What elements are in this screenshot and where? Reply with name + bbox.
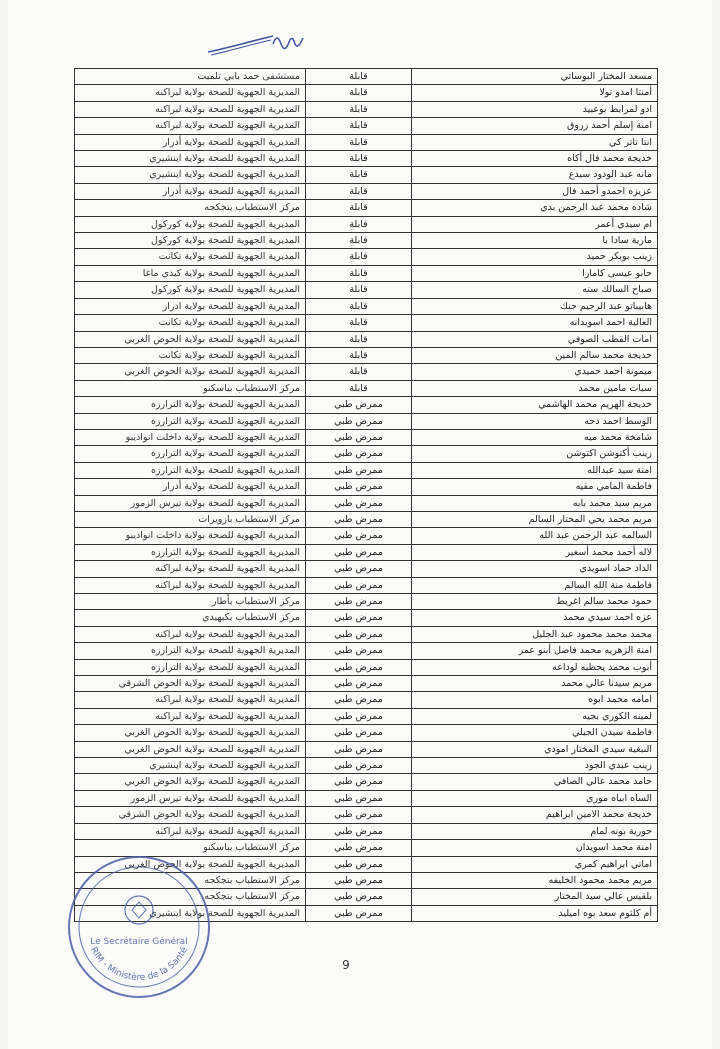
job-title-cell: ممرض طبي (306, 856, 412, 872)
job-title-cell: ممرض طبي (306, 692, 412, 708)
document-page (8, 0, 712, 1049)
job-title-cell: قابلة (306, 249, 412, 265)
table-row (75, 528, 658, 544)
assignment-cell: المديرية الجهوية للصحة بولاية لبراكنه (75, 85, 306, 101)
person-name-cell: امنة إسلم أحمد زروق (412, 118, 658, 134)
table-row (75, 708, 658, 724)
assignment-cell: المديرية الجهوية للصحة بولاية الحوض الغربي (75, 364, 306, 380)
assignment-cell: مركز الاستطباب بتجكجه (75, 872, 306, 888)
job-title-cell: ممرض طبي (306, 429, 412, 445)
person-name-cell: أم كلثوم سعد بوه اميليد (412, 905, 658, 921)
table-row (75, 118, 658, 134)
table-row (75, 249, 658, 265)
assignment-cell: المديرية الجهوية للصحة بولاية الترارزه (75, 643, 306, 659)
table-row (75, 544, 658, 560)
person-name-cell: محمد محمد محمود عبد الجليل (412, 626, 658, 642)
assignment-cell: مستشفى حمد بابي تلميت (75, 69, 306, 85)
assignment-cell: المديرية الجهوية للصحة بولاية لبراكنه (75, 823, 306, 839)
job-title-cell: ممرض طبي (306, 643, 412, 659)
table-row (75, 626, 658, 642)
table-row (75, 643, 658, 659)
person-name-cell: زينب أكتوشن اكتوشن (412, 446, 658, 462)
table-row (75, 134, 658, 150)
assignment-cell: المديرية الجهوية للصحة بولاية لبراكنه (75, 101, 306, 117)
assignment-cell: مركز الاستطباب بباسكنو (75, 840, 306, 856)
job-title-cell: قابلة (306, 315, 412, 331)
job-title-cell: ممرض طبي (306, 462, 412, 478)
staff-table (74, 68, 658, 922)
job-title-cell: قابلة (306, 265, 412, 281)
person-name-cell: العالية احمد اسويدانه (412, 315, 658, 331)
job-title-cell: قابلة (306, 200, 412, 216)
assignment-cell: المديرية الجهوية للصحة بولاية الحوض الغربي (75, 774, 306, 790)
assignment-cell: مركز الاستطباب بباسكنو (75, 380, 306, 396)
job-title-cell: ممرض طبي (306, 544, 412, 560)
table-row (75, 676, 658, 692)
assignment-cell: المديرية الجهوية للصحة بولاية داخلت انواذيبو (75, 528, 306, 544)
person-name-cell: مارية سادا با (412, 233, 658, 249)
table-row (75, 380, 658, 396)
person-name-cell: خديجة الهريم محمد الهاشمي (412, 397, 658, 413)
job-title-cell: ممرض طبي (306, 741, 412, 757)
assignment-cell: المديرية الجهوية للصحة بولاية تيرس الزمور (75, 495, 306, 511)
assignment-cell: المديرية الجهوية للصحة بولاية لبراكنه (75, 561, 306, 577)
table-row (75, 790, 658, 806)
person-name-cell: حورية بونه لمام (412, 823, 658, 839)
assignment-cell: مركز الاستطباب بازويرات (75, 511, 306, 527)
job-title-cell: ممرض طبي (306, 659, 412, 675)
table-row (75, 282, 658, 298)
person-name-cell: الوسط احمد دحه (412, 413, 658, 429)
person-name-cell: عزه احمد سيدي محمد (412, 610, 658, 626)
assignment-cell: مركز الاستطباب بكيهيدي (75, 610, 306, 626)
job-title-cell: ممرض طبي (306, 446, 412, 462)
person-name-cell: مريم سيد محمد بابه (412, 495, 658, 511)
table-row (75, 758, 658, 774)
job-title-cell: ممرض طبي (306, 528, 412, 544)
person-name-cell: مريم محمد محمود الخليفه (412, 872, 658, 888)
assignment-cell: مركز الاستطباب بتجكجه (75, 200, 306, 216)
table-row (75, 85, 658, 101)
job-title-cell: ممرض طبي (306, 413, 412, 429)
person-name-cell: شامخة محمد ميه (412, 429, 658, 445)
job-title-cell: قابلة (306, 151, 412, 167)
person-name-cell: فاطمة سيدن الجيلي (412, 725, 658, 741)
assignment-cell: المديرية الجهوية للصحة بولاية الحوض الغربي (75, 856, 306, 872)
assignment-cell: المديرية الجهوية للصحة بولاية لبراكنه (75, 577, 306, 593)
table-row (75, 151, 658, 167)
job-title-cell: ممرض طبي (306, 758, 412, 774)
person-name-cell: مريم محمد يحي المختار السالم (412, 511, 658, 527)
person-name-cell: أمنتا امدو تولا (412, 85, 658, 101)
person-name-cell: لاله أحمد محمد أسغير (412, 544, 658, 560)
person-name-cell: فاطمة منة الله السالم (412, 577, 658, 593)
person-name-cell: هابيباتو عبد الرحيم جنك (412, 298, 658, 314)
assignment-cell: المديرية الجهوية للصحة بولاية لبراكنه (75, 118, 306, 134)
person-name-cell: مانه عبد الودود سيدع (412, 167, 658, 183)
table-row (75, 692, 658, 708)
table-row (75, 741, 658, 757)
table-row (75, 495, 658, 511)
person-name-cell: بلقيس عالي سيد المختار (412, 889, 658, 905)
person-name-cell: مسعد المختار البوساتي (412, 69, 658, 85)
person-name-cell: ام سيدي أعمر (412, 216, 658, 232)
assignment-cell: المديرية الجهوية للصحة بولاية الترارزه (75, 544, 306, 560)
table-row (75, 101, 658, 117)
job-title-cell: قابلة (306, 167, 412, 183)
job-title-cell: ممرض طبي (306, 577, 412, 593)
table-row (75, 823, 658, 839)
assignment-cell: المديرية الجهوية للصحة بولاية الترارزه (75, 397, 306, 413)
assignment-cell: المديرية الجهوية للصحة بولاية اينشيري (75, 758, 306, 774)
assignment-cell: المديرية الجهوية للصحة بولاية أدرار (75, 183, 306, 199)
assignment-cell: المديرية الجهوية للصحة بولاية الحوض الغربي (75, 331, 306, 347)
job-title-cell: قابلة (306, 347, 412, 363)
person-name-cell: مريم سيدنا عالي محمد (412, 676, 658, 692)
job-title-cell: ممرض طبي (306, 823, 412, 839)
job-title-cell: ممرض طبي (306, 511, 412, 527)
assignment-cell: المديرية الجهوية للصحة بولاية تكانت (75, 249, 306, 265)
table-row (75, 69, 658, 85)
person-name-cell: السالمه عبد الرحمن عبد الله (412, 528, 658, 544)
official-stamp (64, 852, 214, 1002)
job-title-cell: ممرض طبي (306, 840, 412, 856)
person-name-cell: حمود محمد سالم اغريط (412, 594, 658, 610)
person-name-cell: امامه محمد ابوه (412, 692, 658, 708)
assignment-cell: مركز الاستطباب بتجكجه (75, 889, 306, 905)
person-name-cell: اماتي ابراهيم كمري (412, 856, 658, 872)
assignment-cell: المديرية الجهوية للصحة بولاية أدرار (75, 479, 306, 495)
stamp-secretary-text: Le Secrétaire Général (90, 937, 188, 947)
table-row (75, 167, 658, 183)
job-title-cell: ممرض طبي (306, 397, 412, 413)
page-number: 9 (342, 958, 350, 972)
person-name-cell: امنة سيد عبدالله (412, 462, 658, 478)
table-row (75, 577, 658, 593)
table-row (75, 183, 658, 199)
assignment-cell: المديرية الجهوية للصحة بولاية اينشيري (75, 905, 306, 921)
job-title-cell: قابلة (306, 118, 412, 134)
person-name-cell: امنة الزهريه محمد فاضل أبنو عمر (412, 643, 658, 659)
assignment-cell: المديرية الجهوية للصحة بولاية تيرس الزمور (75, 790, 306, 806)
table-row (75, 774, 658, 790)
assignment-cell: المديرية الجهوية للصحة بولاية أدرار (75, 134, 306, 150)
table-row (75, 594, 658, 610)
table-row (75, 807, 658, 823)
table-row (75, 659, 658, 675)
job-title-cell: ممرض طبي (306, 807, 412, 823)
assignment-cell: مركز الاستطباب بأطار (75, 594, 306, 610)
job-title-cell: ممرض طبي (306, 905, 412, 921)
table-row (75, 298, 658, 314)
person-name-cell: ادو لمرابط بوعبيد (412, 101, 658, 117)
table-row (75, 347, 658, 363)
assignment-cell: المديرية الجهوية للصحة بولاية تكانت (75, 347, 306, 363)
table-row (75, 331, 658, 347)
person-name-cell: شاده محمد عبد الرحمن بدي (412, 200, 658, 216)
assignment-cell: المديرية الجهوية للصحة بولاية الحوض الغربي (75, 741, 306, 757)
person-name-cell: سيات مامين محمد (412, 380, 658, 396)
assignment-cell: المديرية الجهوية للصحة بولاية كوركول (75, 216, 306, 232)
table-row (75, 725, 658, 741)
job-title-cell: ممرض طبي (306, 774, 412, 790)
job-title-cell: قابلة (306, 298, 412, 314)
signature-mark (203, 22, 323, 62)
person-name-cell: انتا تاتر كي (412, 134, 658, 150)
person-name-cell: الداد حماد اسويدي (412, 561, 658, 577)
person-name-cell: ميمونة احمد حميدي (412, 364, 658, 380)
person-name-cell: امات القطب الصوفي (412, 331, 658, 347)
job-title-cell: قابلة (306, 380, 412, 396)
person-name-cell: خديجة محمد الامين ابراهيم (412, 807, 658, 823)
table-row (75, 200, 658, 216)
job-title-cell: ممرض طبي (306, 561, 412, 577)
assignment-cell: المديرية الجهوية للصحة بولاية لبراكنه (75, 708, 306, 724)
table-row (75, 429, 658, 445)
assignment-cell: المديرية الجهوية للصحة بولاية لبراكنه (75, 626, 306, 642)
person-name-cell: خديجة محمد فال أكاه (412, 151, 658, 167)
table-row (75, 413, 658, 429)
job-title-cell: ممرض طبي (306, 725, 412, 741)
assignment-cell: المديرية الجهوية للصحة بولاية كوركول (75, 282, 306, 298)
person-name-cell: أبوب محمد يحظيه لوداعه (412, 659, 658, 675)
job-title-cell: قابلة (306, 364, 412, 380)
job-title-cell: ممرض طبي (306, 495, 412, 511)
table-row (75, 364, 658, 380)
job-title-cell: ممرض طبي (306, 626, 412, 642)
assignment-cell: المديرية الجهوية للصحة بولاية كيدي ماغا (75, 265, 306, 281)
job-title-cell: قابلة (306, 69, 412, 85)
table-row (75, 561, 658, 577)
job-title-cell: ممرض طبي (306, 872, 412, 888)
person-name-cell: حابو عيسى كامارا (412, 265, 658, 281)
table-row (75, 511, 658, 527)
assignment-cell: المديرية الجهوية للصحة بولاية تكانت (75, 315, 306, 331)
job-title-cell: قابلة (306, 101, 412, 117)
assignment-cell: المديرية الجهوية للصحة بولاية الحوض الشرقي (75, 807, 306, 823)
assignment-cell: المديرية الجهوية للصحة بولاية داخلت انواذيبو (75, 429, 306, 445)
job-title-cell: قابلة (306, 183, 412, 199)
person-name-cell: فاطمة المامي مقيه (412, 479, 658, 495)
job-title-cell: قابلة (306, 233, 412, 249)
table-row (75, 397, 658, 413)
table-row (75, 446, 658, 462)
person-name-cell: خديجة محمد سالم المين (412, 347, 658, 363)
table-row (75, 233, 658, 249)
person-name-cell: الساه ابياه موري (412, 790, 658, 806)
person-name-cell: حامد محمد عالي الصافي (412, 774, 658, 790)
job-title-cell: ممرض طبي (306, 708, 412, 724)
person-name-cell: زينب بوبكر حميد (412, 249, 658, 265)
job-title-cell: قابلة (306, 331, 412, 347)
table-row (75, 216, 658, 232)
assignment-cell: المديرية الجهوية للصحة بولاية ادرار (75, 298, 306, 314)
table-row (75, 265, 658, 281)
job-title-cell: ممرض طبي (306, 790, 412, 806)
job-title-cell: ممرض طبي (306, 610, 412, 626)
person-name-cell: امنة محمد اسويدان (412, 840, 658, 856)
assignment-cell: المديرية الجهوية للصحة بولاية الحوض الشرقي (75, 676, 306, 692)
assignment-cell: المديرية الجهوية للصحة بولاية اينشيري (75, 167, 306, 183)
assignment-cell: المديرية الجهوية للصحة بولاية الحوض الغربي (75, 725, 306, 741)
assignment-cell: المديرية الجهوية للصحة بولاية لبراكنه (75, 692, 306, 708)
person-name-cell: صباح السالك سته (412, 282, 658, 298)
table-row (75, 610, 658, 626)
job-title-cell: قابلة (306, 216, 412, 232)
job-title-cell: قابلة (306, 134, 412, 150)
assignment-cell: المديرية الجهوية للصحة بولاية الترارزه (75, 446, 306, 462)
assignment-cell: المديرية الجهوية للصحة بولاية الترارزه (75, 659, 306, 675)
person-name-cell: النبغية سيدي المختار امودي (412, 741, 658, 757)
assignment-cell: المديرية الجهوية للصحة بولاية اينشيري (75, 151, 306, 167)
table-row (75, 315, 658, 331)
stamp-ministry-text: RIM - Ministère de la Santé (88, 945, 190, 984)
job-title-cell: ممرض طبي (306, 889, 412, 905)
person-name-cell: زينب عبدي الجود (412, 758, 658, 774)
person-name-cell: عزيزه احمدو أحمد فال (412, 183, 658, 199)
job-title-cell: ممرض طبي (306, 676, 412, 692)
job-title-cell: ممرض طبي (306, 479, 412, 495)
job-title-cell: ممرض طبي (306, 594, 412, 610)
assignment-cell: المديرية الجهوية للصحة بولاية كوركول (75, 233, 306, 249)
staff-table-body (75, 69, 658, 922)
assignment-cell: المديرية الجهوية للصحة بولاية الترارزه (75, 462, 306, 478)
table-row (75, 462, 658, 478)
job-title-cell: قابلة (306, 282, 412, 298)
table-row (75, 479, 658, 495)
assignment-cell: المديرية الجهوية للصحة بولاية الترارزه (75, 413, 306, 429)
job-title-cell: قابلة (306, 85, 412, 101)
person-name-cell: لمينه الكوري بجيه (412, 708, 658, 724)
